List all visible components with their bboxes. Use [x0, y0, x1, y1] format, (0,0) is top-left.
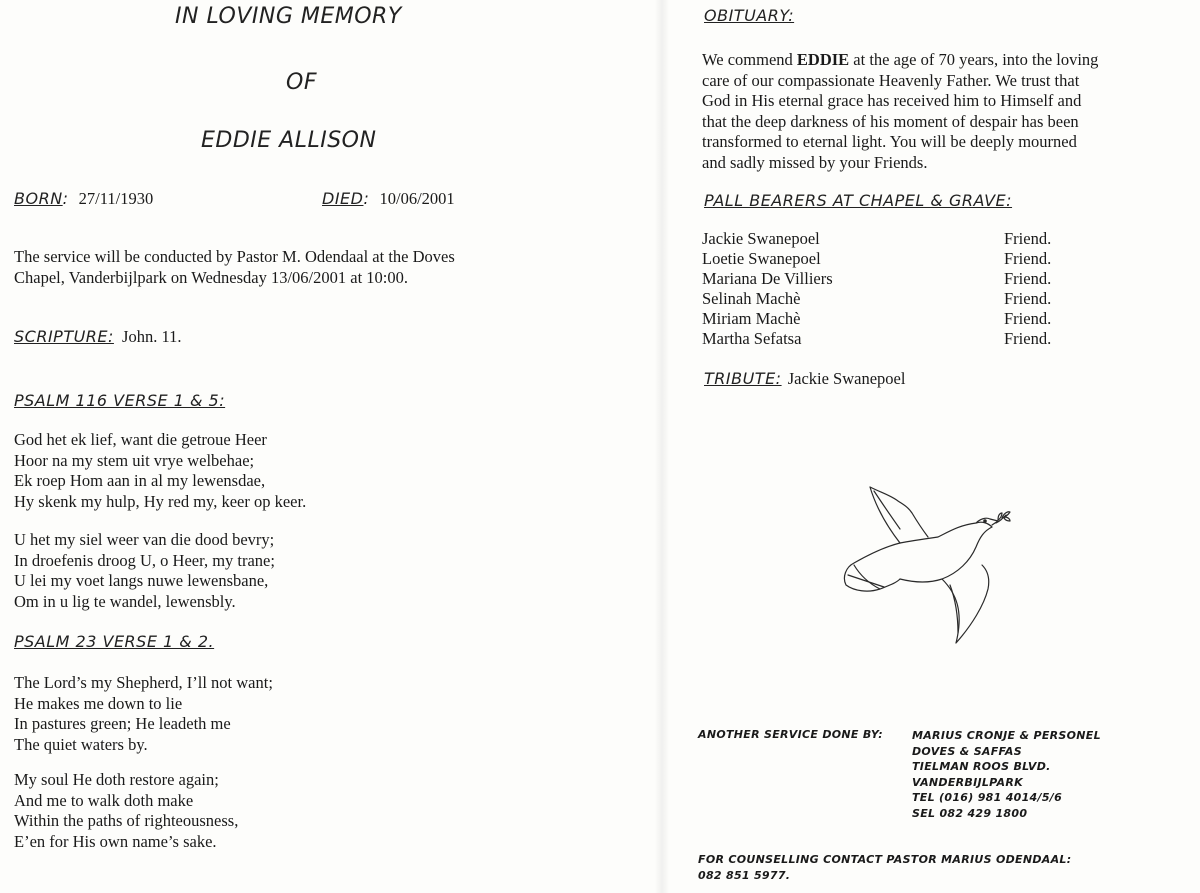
- pallbearer-row: Selinah Machè Friend.: [702, 289, 1052, 308]
- verse-line: The Lord’s my Shepherd, I’ll not want;: [14, 673, 273, 692]
- obituary-text: [702, 50, 1098, 173]
- verse-line: Within the paths of righteousness,: [14, 811, 239, 830]
- counselling-line: FOR COUNSELLING CONTACT PASTOR MARIUS ODENDAAL:: [698, 853, 1072, 866]
- psalm116-title: PSALM 116 VERSE 1 & 5:: [14, 391, 226, 410]
- service-provider-details: [912, 728, 1101, 821]
- verse-line: In pastures green; He leadeth me: [14, 714, 231, 733]
- psalm23-title: PSALM 23 VERSE 1 & 2.: [14, 632, 215, 651]
- pallbearer-row: Jackie Swanepoel Friend.: [702, 229, 1052, 248]
- service-details: [14, 247, 455, 288]
- service-provider-line: VANDERBIJLPARK: [912, 775, 1023, 789]
- verse-line: In droefenis droog U, o Heer, my trane;: [14, 550, 275, 570]
- verse-line: E’en for His own name’s sake.: [14, 831, 217, 851]
- tribute-row: [704, 369, 905, 389]
- heading-of: OF: [286, 70, 317, 95]
- born-label: BORN: [14, 189, 63, 208]
- pallbearers-list: [702, 229, 1122, 349]
- deceased-first-name: EDDIE: [796, 50, 850, 69]
- verse-line: He makes me down to lie: [14, 693, 183, 713]
- obituary-line: We commend EDDIE at the age of 70 years, into the loving: [702, 50, 1099, 69]
- verse-line: Hoor na my stem uit vrye welbehae;: [14, 450, 255, 470]
- psalm116-verse-2: [14, 530, 275, 612]
- verse-line: Ek roep Hom aan in al my lewensdae,: [14, 471, 266, 490]
- obituary-line: and sadly missed by your Friends.: [702, 152, 928, 172]
- verse-line: U het my siel weer van die dood bevry;: [14, 530, 275, 549]
- heading-in-loving-memory: IN LOVING MEMORY: [175, 4, 402, 29]
- psalm116-verse-1: [14, 430, 306, 512]
- died-colon: :: [363, 189, 370, 208]
- pallbearer-row: Martha Sefatsa Friend.: [702, 329, 1052, 348]
- obituary-line: care of our compassionate Heavenly Father. We trust that: [702, 70, 1080, 90]
- service-provider-line: DOVES & SAFFAS: [912, 744, 1022, 758]
- tribute-label: TRIBUTE:: [704, 369, 782, 388]
- died-date: 10/06/2001: [379, 189, 455, 208]
- service-line: Chapel, Vanderbijlpark on Wednesday 13/06/2001 at 10:00.: [14, 267, 408, 287]
- heading-deceased-name: EDDIE ALLISON: [201, 128, 377, 153]
- right-page: [660, 0, 1200, 893]
- dove-with-olive-branch-icon: [838, 485, 1038, 650]
- service-provider-label: ANOTHER SERVICE DONE BY:: [698, 728, 883, 741]
- obituary-line: transformed to eternal light. You will be deeply mourned: [702, 132, 1077, 151]
- scripture-label: SCRIPTURE:: [14, 327, 114, 346]
- scripture-value: John. 11.: [122, 327, 182, 346]
- obituary-line: God in His eternal grace has received him to Himself and: [702, 91, 1082, 110]
- obituary-label: OBITUARY:: [704, 6, 795, 25]
- psalm23-verse-2: [14, 770, 238, 852]
- verse-line: U lei my voet langs nuwe lewensbane,: [14, 571, 269, 590]
- service-provider-line: SEL 082 429 1800: [912, 806, 1028, 820]
- pallbearers-label: PALL BEARERS AT CHAPEL & GRAVE:: [704, 191, 1013, 210]
- service-provider-line: MARIUS CRONJE & PERSONEL: [912, 729, 1101, 742]
- verse-line: My soul He doth restore again;: [14, 770, 219, 789]
- born-row: [14, 189, 153, 209]
- pallbearer-row: Miriam Machè Friend.: [702, 309, 1052, 328]
- obituary-line: that the deep darkness of his moment of despair has been: [702, 111, 1079, 131]
- born-colon: :: [62, 189, 69, 208]
- born-date: 27/11/1930: [78, 189, 154, 208]
- verse-line: The quiet waters by.: [14, 734, 148, 754]
- service-provider-line: TIELMAN ROOS BLVD.: [912, 760, 1051, 773]
- died-label: DIED: [322, 189, 364, 208]
- verse-line: Om in u lig te wandel, lewensbly.: [14, 591, 236, 611]
- verse-line: And me to walk doth make: [14, 790, 194, 810]
- died-row: [322, 189, 455, 209]
- scripture-row: [14, 327, 181, 347]
- pallbearer-row: Mariana De Villiers Friend.: [702, 269, 1052, 288]
- service-provider-line: TEL (016) 981 4014/5/6: [912, 791, 1063, 804]
- verse-line: God het ek lief, want die getroue Heer: [14, 430, 267, 449]
- counselling-contact: [698, 852, 1071, 884]
- psalm23-verse-1: [14, 673, 273, 755]
- pallbearer-row: Loetie Swanepoel Friend.: [702, 249, 1052, 268]
- tribute-value: Jackie Swanepoel: [787, 369, 906, 388]
- counselling-phone: 082 851 5977.: [698, 869, 791, 882]
- verse-line: Hy skenk my hulp, Hy red my, keer op keer.: [14, 491, 307, 511]
- service-line: The service will be conducted by Pastor M. Odendaal at the Doves: [14, 247, 455, 266]
